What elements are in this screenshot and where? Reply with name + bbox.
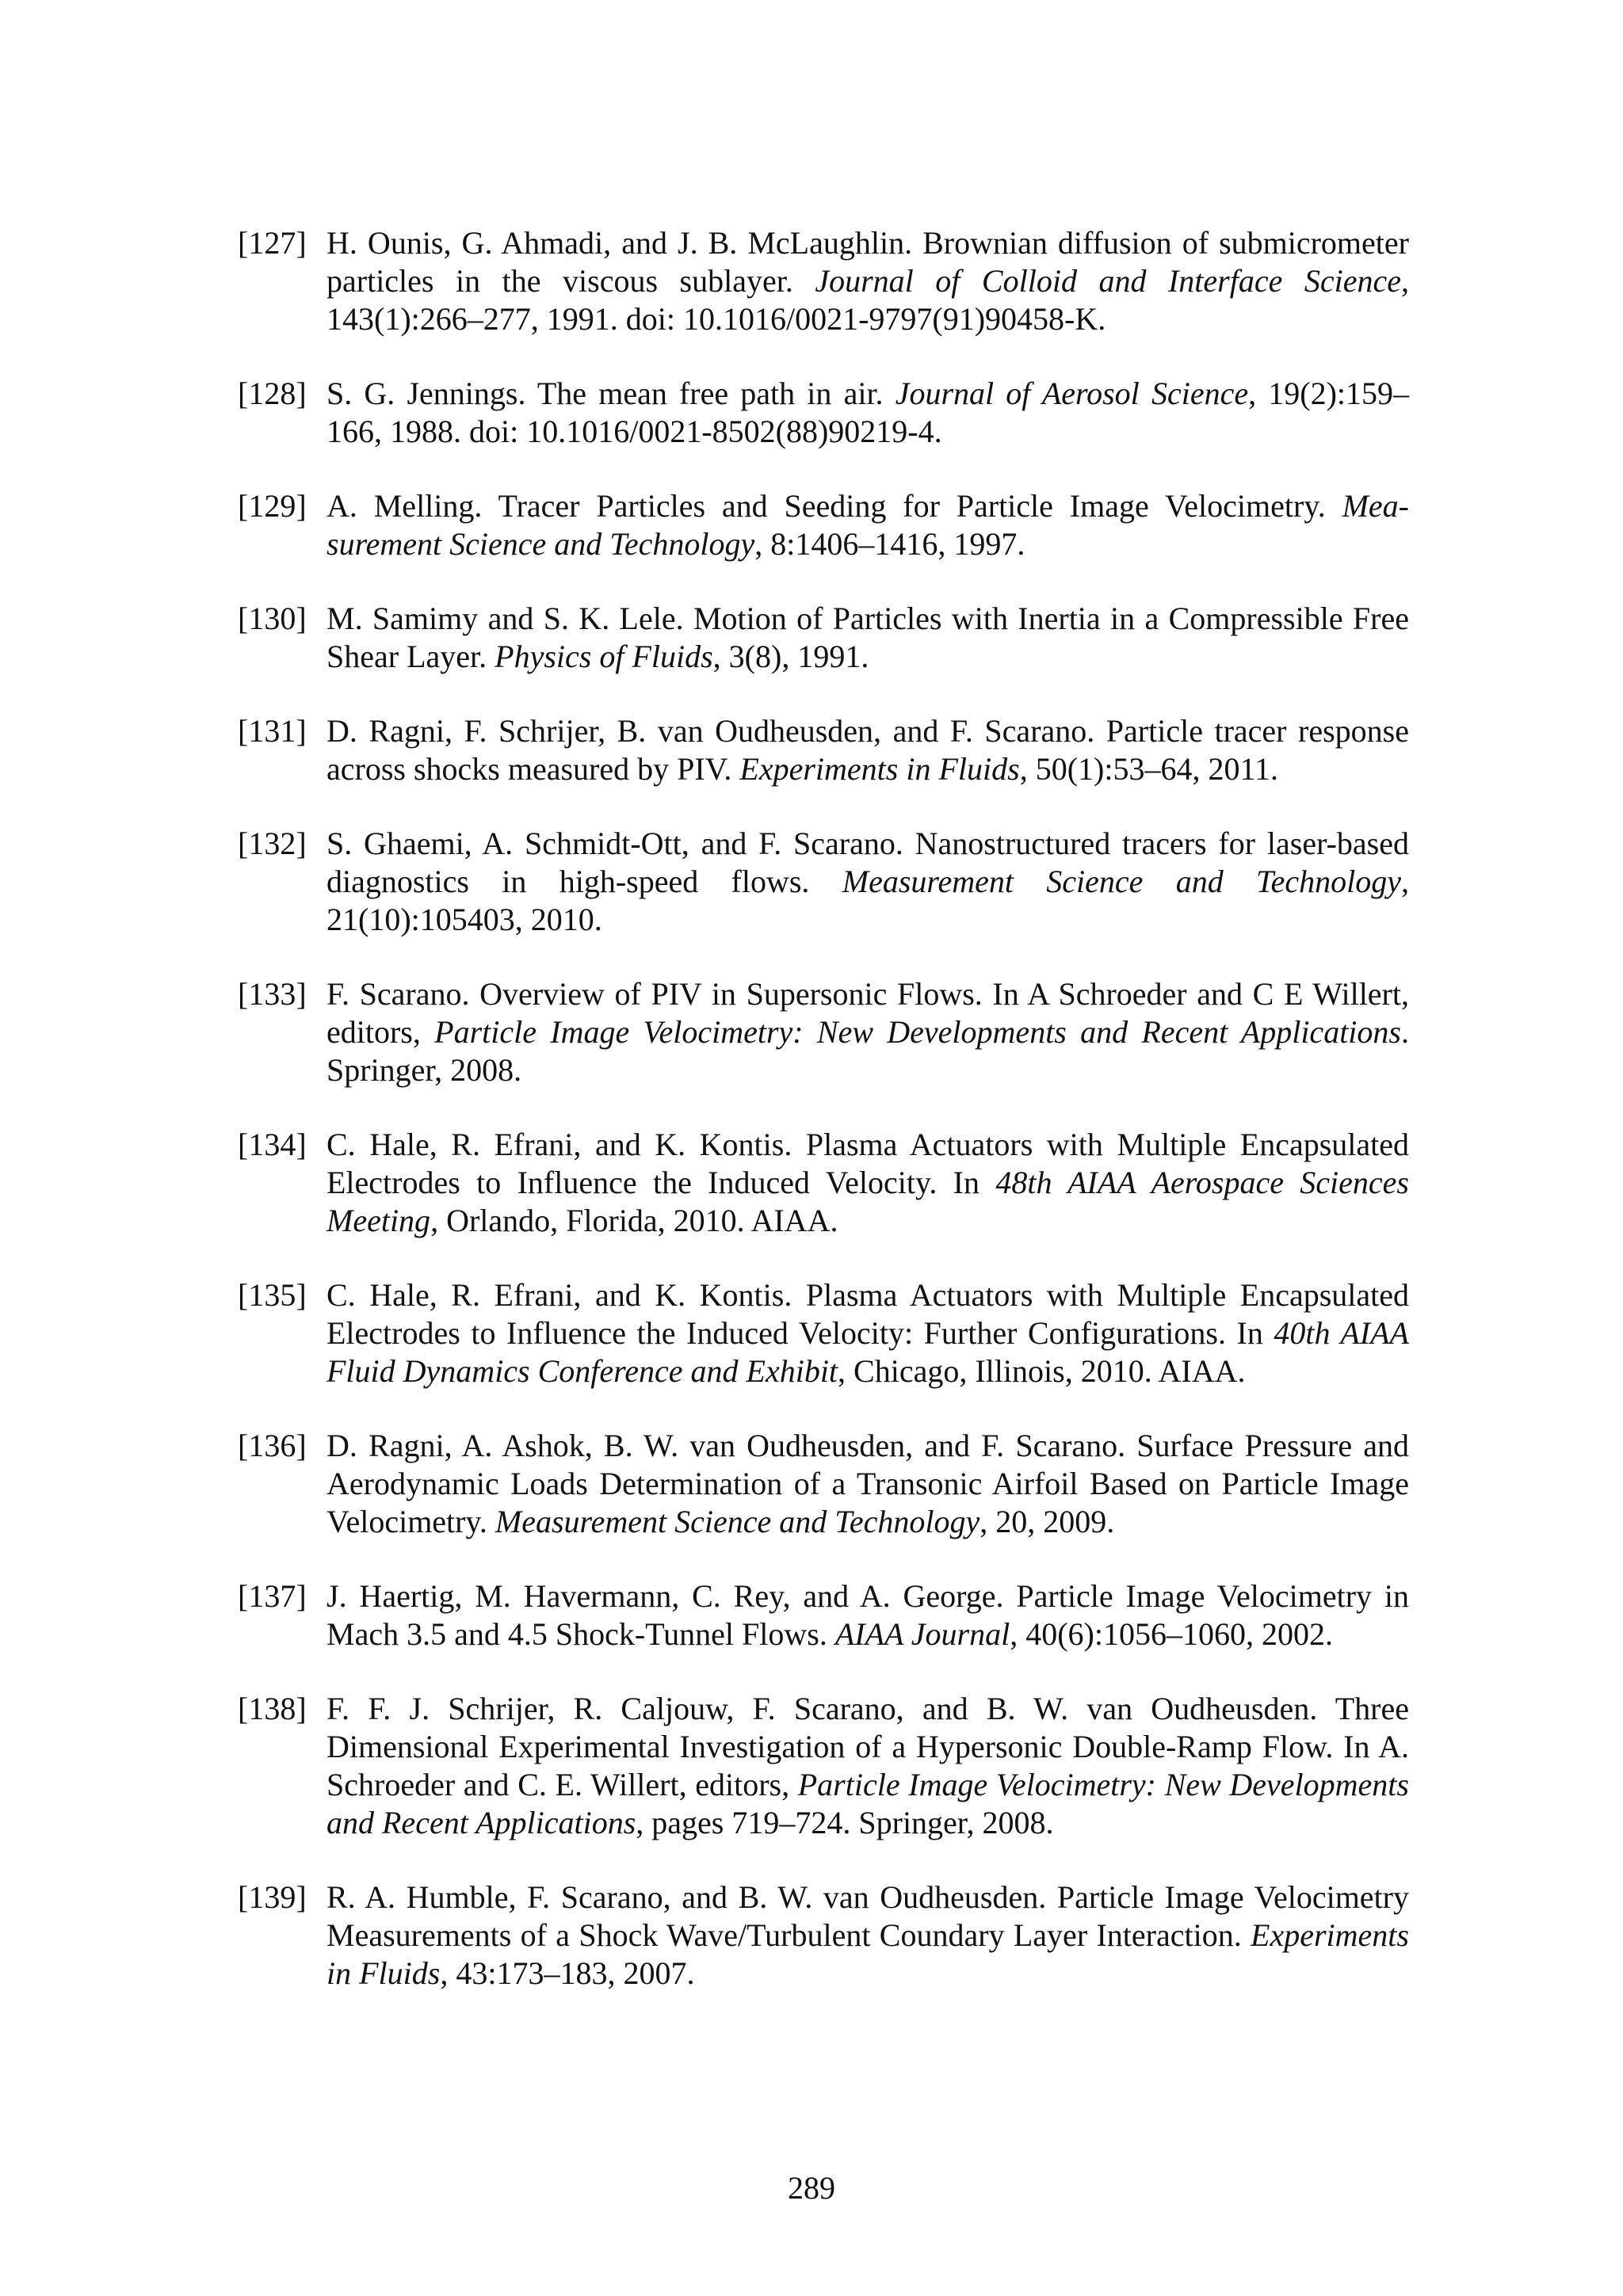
- reference-list: [238, 224, 1409, 2029]
- page-number: 289: [788, 2170, 835, 2206]
- reference-item: [238, 375, 1409, 451]
- reference-text: [327, 1427, 1409, 1541]
- reference-text-segment: J. Haertig, M. Havermann, C. Rey, and A. George. Particle Image Velocimetry in Mach 3.5 and 4.5 Shock-Tunnel Flows.: [327, 1578, 1409, 1652]
- reference-source-title: AIAA Journal: [834, 1616, 1010, 1652]
- reference-text-segment: H. Ounis, G. Ahmadi, and J. B. McLaughlin. Brownian diffusion of submicrometer particles in the viscous sublayer.: [327, 225, 1409, 299]
- reference-source-title: Particle Image Velocimetry: New Developments and Recent Applications: [434, 1014, 1401, 1050]
- reference-text-segment: C. Hale, R. Efrani, and K. Kontis. Plasma Actuators with Multiple Encapsulated Electrodes to Influence the Induced Velocity: Further Configurations. In: [327, 1277, 1409, 1351]
- reference-text: [327, 224, 1409, 338]
- reference-source-title: Experiments in Fluids: [739, 751, 1020, 787]
- reference-item: [238, 975, 1409, 1089]
- reference-text-segment: , 20, 2009.: [980, 1504, 1115, 1539]
- reference-text-segment: A. Melling. Tracer Particles and Seeding for Particle Image Velocimetry.: [327, 488, 1342, 524]
- reference-number: [128]: [238, 376, 307, 411]
- reference-text-segment: , 40(6):1056–1060, 2002.: [1010, 1616, 1333, 1652]
- reference-source-title: Physics of Fluids: [495, 639, 713, 674]
- reference-item: [238, 1878, 1409, 1993]
- reference-text-segment: F. F. J. Schrijer, R. Caljouw, F. Scarano, and B. W. van Oudheusden. Three Dimensional Experimental Investigation of a Hypersonic Double-Ramp Flow. In A. Schroeder and C. E. Willert, editors,: [327, 1691, 1409, 1802]
- reference-source-title: Measurement Science and Technology: [842, 864, 1401, 899]
- reference-number: [131]: [238, 713, 307, 749]
- reference-text-segment: D. Ragni, F. Schrijer, B. van Oudheusden, and F. Scarano. Particle tracer response across shocks measured by PIV.: [327, 713, 1409, 787]
- reference-number: [138]: [238, 1691, 307, 1726]
- reference-source-title: Journal of Colloid and Interface Science: [815, 263, 1401, 299]
- reference-text-segment: , 43:173–183, 2007.: [440, 1955, 695, 1991]
- reference-text-segment: S. Ghaemi, A. Schmidt-Ott, and F. Scarano. Nanostructured tracers for laser-based diagnostics in high-speed flows.: [327, 826, 1409, 899]
- reference-text: [327, 1878, 1409, 1993]
- reference-text-segment: , 19(2):159–166, 1988. doi: 10.1016/0021-8502(88)90219-4.: [327, 376, 1410, 449]
- reference-item: [238, 600, 1409, 676]
- reference-text-segment: . Springer, 2008.: [327, 1014, 1409, 1088]
- reference-text: [327, 1126, 1409, 1240]
- reference-text-segment: F. Scarano. Overview of PIV in Supersonic Flows. In A Schroeder and C E Willert, editors,: [327, 976, 1409, 1050]
- reference-source-title: 40th AIAA Fluid Dynamics Conference and Exhibit: [327, 1315, 1409, 1389]
- reference-item: [238, 825, 1409, 939]
- reference-text-segment: C. Hale, R. Efrani, and K. Kontis. Plasma Actuators with Multiple Encapsulated Electrodes to Influence the Induced Velocity. In: [327, 1127, 1409, 1200]
- reference-number: [139]: [238, 1879, 307, 1915]
- reference-text-segment: , pages 719–724. Springer, 2008.: [636, 1805, 1054, 1840]
- reference-text-segment: , Orlando, Florida, 2010. AIAA.: [430, 1203, 838, 1238]
- reference-item: [238, 1427, 1409, 1541]
- reference-number: [132]: [238, 826, 307, 861]
- reference-number: [137]: [238, 1578, 307, 1614]
- reference-source-title: Measurement Science and Technology: [327, 488, 1409, 562]
- reference-source-title: Experiments in Fluids: [327, 1917, 1409, 1991]
- reference-number: [133]: [238, 976, 307, 1012]
- reference-text: [327, 975, 1409, 1089]
- reference-text: [327, 1276, 1409, 1390]
- reference-item: [238, 1276, 1409, 1390]
- reference-text-segment: , 21(10):105403, 2010.: [327, 864, 1409, 937]
- reference-number: [130]: [238, 601, 307, 636]
- reference-item: [238, 1126, 1409, 1240]
- reference-text-segment: , Chicago, Illinois, 2010. AIAA.: [838, 1353, 1246, 1389]
- reference-text-segment: R. A. Humble, F. Scarano, and B. W. van Oudheusden. Particle Image Velocimetry Measurements of a Shock Wave/Turbulent Coundary Layer Interaction.: [327, 1879, 1409, 1953]
- reference-number: [127]: [238, 225, 307, 261]
- reference-source-title: Measurement Science and Technology: [495, 1504, 980, 1539]
- reference-number: [134]: [238, 1127, 307, 1162]
- reference-text-segment: , 3(8), 1991.: [712, 639, 869, 674]
- reference-number: [136]: [238, 1428, 307, 1463]
- reference-item: [238, 224, 1409, 338]
- reference-text: [327, 375, 1409, 451]
- reference-number: [129]: [238, 488, 307, 524]
- reference-text: [327, 487, 1409, 563]
- reference-text-segment: , 8:1406–1416, 1997.: [754, 526, 1025, 562]
- reference-text-segment: , 143(1):266–277, 1991. doi: 10.1016/0021-9797(91)90458-K.: [327, 263, 1409, 337]
- reference-item: [238, 487, 1409, 563]
- reference-item: [238, 1577, 1409, 1653]
- reference-source-title: Particle Image Velocimetry: New Developments and Recent Applications: [327, 1767, 1409, 1840]
- reference-text: [327, 1577, 1409, 1653]
- reference-source-title: 48th AIAA Aerospace Sciences Meeting: [327, 1165, 1410, 1238]
- reference-item: [238, 1690, 1409, 1842]
- reference-text: [327, 600, 1409, 676]
- reference-text: [327, 1690, 1409, 1842]
- reference-item: [238, 712, 1409, 788]
- reference-text-segment: S. G. Jennings. The mean free path in air.: [327, 376, 896, 411]
- reference-text: [327, 825, 1409, 939]
- reference-text-segment: , 50(1):53–64, 2011.: [1019, 751, 1278, 787]
- reference-text: [327, 712, 1409, 788]
- reference-text-segment: M. Samimy and S. K. Lele. Motion of Particles with Inertia in a Compressible Free Shear Layer.: [327, 601, 1409, 674]
- reference-number: [135]: [238, 1277, 307, 1313]
- reference-source-title: Journal of Aerosol Science: [895, 376, 1249, 411]
- reference-text-segment: D. Ragni, A. Ashok, B. W. van Oudheusden, and F. Scarano. Surface Pressure and Aerodynamic Loads Determination of a Transonic Airfoil Based on Particle Image Velocimetry.: [327, 1428, 1409, 1539]
